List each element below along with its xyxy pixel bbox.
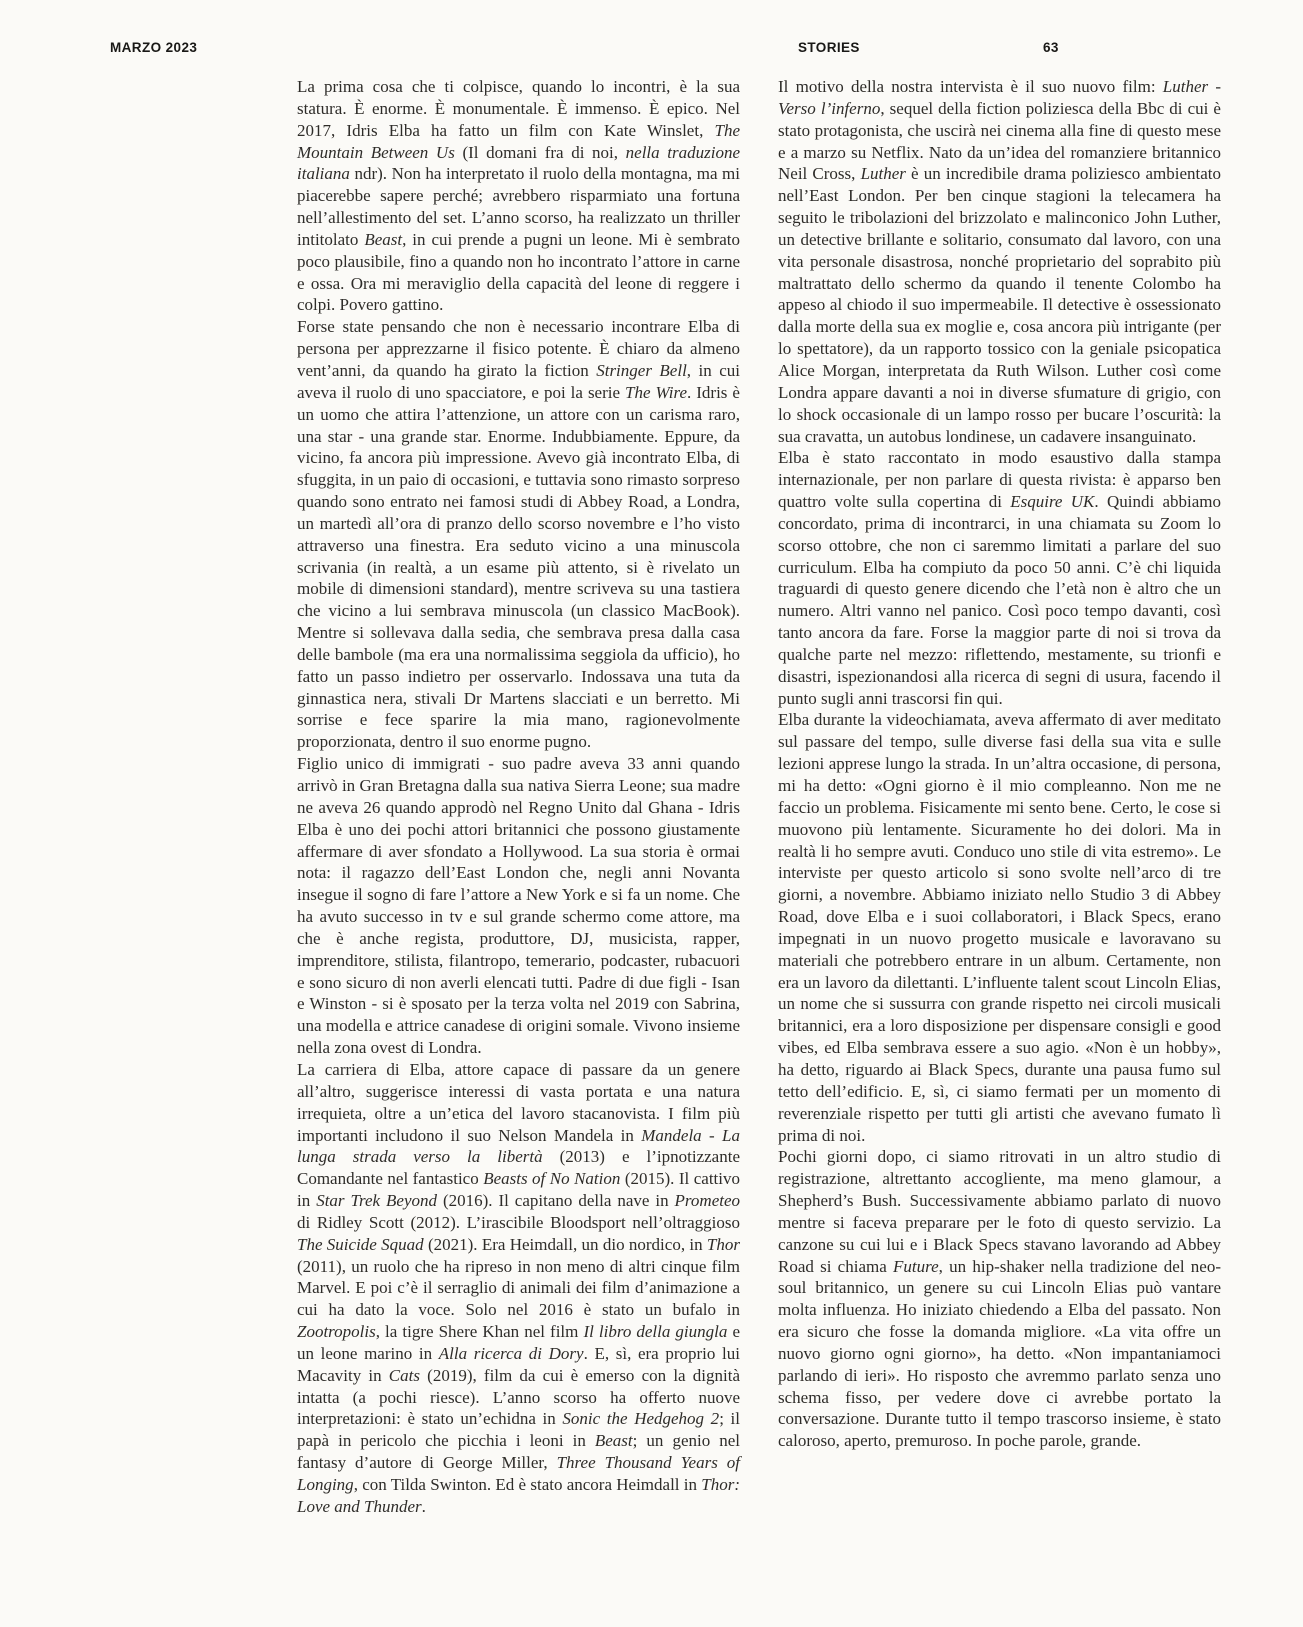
italic-title: Cats	[388, 1365, 420, 1385]
paragraph: Elba durante la videochiamata, aveva affermato di aver meditato sul passare del tempo, sulle diverse fasi della sua vita e sulle lezioni apprese lungo la strada. In un’altra occasione, di persona, mi ha detto: «Ogni giorno è il mio compleanno. Non me ne faccio un problema. Fisicamente mi sento bene. Certo, le cose si muovono più lentamente. Sicuramente ho dei dolori. Ma in realtà li ho sempre avuti. Conduco uno stile di vita estremo». Le interviste per questo articolo si sono svolte nell’arco di tre giorni, a novembre. Abbiamo iniziato nello Studio 3 di Abbey Road, dove Elba e i suoi collaboratori, i Black Specs, erano impegnati in un nuovo progetto musicale e lavoravano su materiali che potrebbero entrare in un album. Certamente, non era un lavoro da dilettanti. L’influente talent scout Lincoln Elias, un nome che si sussurra con grande rispetto nei circoli musicali britannici, era a loro disposizione per dispensare consigli e good vibes, ed Elba sembrava essere a suo agio. «Non è un hobby», ha detto, riguardo ai Black Specs, durante una pausa fumo sul tetto dell’edificio. E, sì, ci siamo fermati per un momento di reverenziale rispetto per tutti gli artisti che avevano fumato lì prima di noi.	[778, 710, 1221, 1145]
italic-title: Sonic the Hedgehog 2	[562, 1409, 720, 1429]
article-column-left	[297, 76, 740, 1518]
italic-title: Prometeo	[674, 1191, 741, 1211]
italic-title: Zootropolis	[297, 1322, 376, 1342]
italic-title: Luther - Verso l’inferno	[778, 77, 1222, 118]
paragraph: Forse state pensando che non è necessario incontrare Elba di persona per apprezzarne il fisico potente. È chiaro da almeno vent’anni, da quando ha girato la fiction Stringer Bell, in cui aveva il ruolo di uno spacciatore, e poi la serie The Wire. Idris è un uomo che attira l’attenzione, un attore con un carisma raro, una star - una grande star. Enorme. Indubbiamente. Eppure, da vicino, fa ancora più impressione. Avevo già incontrato Elba, di sfuggita, in un paio di occasioni, e tuttavia sono rimasto sorpreso quando sono entrato nei famosi studi di Abbey Road, a Londra, un martedì all’ora di pranzo dello scorso novembre e l’ho visto attraverso una finestra. Era seduto vicino a una minuscola scrivania (in realtà, a un esame più attento, si è rivelato un mobile di dimensioni standard), mentre scriveva su una tastiera che vicino a lui sembrava minuscola (un classico MacBook). Mentre si sollevava dalla sedia, che sembrava presa dalla casa delle bambole (ma era una normalissima seggiola da ufficio), ho fatto un passo indietro per osservarlo. Indossava una tuta da ginnastica nera, stivali Dr Martens slacciati e un berretto. Mi sorrise e fece sparire la mia mano, ragionevolmente proporzionata, dentro il suo enorme pugno.	[297, 317, 740, 752]
italic-title: Thor: Love and Thunder	[297, 1475, 740, 1516]
italic-title: Esquire UK	[1010, 492, 1095, 512]
italic-title: Beast	[364, 229, 403, 249]
paragraph: Figlio unico di immigrati - suo padre aveva 33 anni quando arrivò in Gran Bretagna dalla sua nativa Sierra Leone; sua madre ne aveva 26 quando approdò nel Regno Unito dal Ghana - Idris Elba è uno dei pochi attori britannici che possono giustamente affermare di aver sfondato a Hollywood. La sua storia è ormai nota: il ragazzo dell’East London che, negli anni Novanta insegue il sogno di fare l’attore a New York e si fa un nome. Che ha avuto successo in tv e sul grande schermo come attore, ma che è anche regista, produttore, DJ, musicista, rapper, imprenditore, stilista, filantropo, temerario, podcaster, rubacuori e sono sicuro di non averli elencati tutti. Padre di due figli - Isan e Winston - si è sposato per la terza volta nel 2019 con Sabrina, una modella e attrice canadese di origini somale. Vivono insieme nella zona ovest di Londra.	[297, 754, 740, 1058]
italic-title: Luther	[860, 164, 906, 184]
paragraph: La carriera di Elba, attore capace di passare da un genere all’altro, suggerisce interessi di vasta portata e una natura irrequieta, oltre a un’etica del lavoro stacanovista. I film più importanti includono il suo Nelson Mandela in Mandela - La lunga strada verso la libertà (2013) e l’ipnotizzante Comandante nel fantastico Beasts of No Nation (2015). Il cattivo in Star Trek Beyond (2016). Il capitano della nave in Prometeo di Ridley Scott (2012). L’irascibile Bloodsport nell’oltraggioso The Suicide Squad (2021). Era Heimdall, un dio nordico, in Thor (2011), un ruolo che ha ripreso in non meno di altri cinque film Marvel. E poi c’è il serraglio di animali dei film d’animazione a cui ha dato la voce. Solo nel 2016 è stato un bufalo in Zootropolis, la tigre Shere Khan nel film Il libro della giungla e un leone marino in Alla ricerca di Dory. E, sì, era proprio lui Macavity in Cats (2019), film da cui è emerso con la dignità intatta (a pochi riesce). L’anno scorso ha offerto nuove interpretazioni: è stato un’echidna in Sonic the Hedgehog 2; il papà in pericolo che picchia i leoni in Beast; un genio nel fantasy d’autore di George Miller, Three Thousand Years of Longing, con Tilda Swinton. Ed è stato ancora Heimdall in Thor: Love and Thunder.	[297, 1059, 741, 1516]
italic-title: nella traduzione italiana	[297, 142, 740, 184]
article-body	[297, 76, 1221, 1518]
paragraph: Pochi giorni dopo, ci siamo ritrovati in un altro studio di registrazione, altrettanto accogliente, ma meno glamour, a Shepherd’s Bush. Successivamente abbiamo parlato di nuovo mentre si faceva preparare per le foto di questo servizio. La canzone su cui lui e i Black Specs stavano lavorando ad Abbey Road si chiama Future, un hip-shaker nella tradizione del neo-soul britannico, un genere su cui Lincoln Elias può vantare molta influenza. Ho iniziato chiedendo a Elba del passato. Non era sicuro che fosse la domanda migliore. «La vita offre un nuovo giorno ogni giorno», ha detto. «Non impantaniamoci parlando di ieri». Ho risposto che avremmo parlato senza uno schema fisso, per vedere dove ci avrebbe portato la conversazione. Durante tutto il tempo trascorso insieme, è stato caloroso, aperto, premuroso. In poche parole, grande.	[778, 1147, 1221, 1451]
section-title: STORIES	[798, 40, 860, 55]
italic-title: Three Thousand Years of Longing	[297, 1453, 741, 1494]
italic-title: Mandela - La lunga strada verso la libertà	[297, 1125, 740, 1167]
italic-title: Future	[893, 1256, 939, 1276]
italic-title: The Suicide Squad	[297, 1234, 424, 1254]
page-number: 63	[1043, 40, 1059, 55]
paragraph: Il motivo della nostra intervista è il suo nuovo film: Luther - Verso l’inferno, sequel della fiction poliziesca della Bbc di cui è stato protagonista, che uscirà nei cinema alla fine di questo mese e a marzo su Netflix. Nato da un’idea del romanziere britannico Neil Cross, Luther è un incredibile drama poliziesco ambientato nell’East London. Per ben cinque stagioni la telecamera ha seguito le tribolazioni del brizzolato e malinconico John Luther, un detective brillante e solitario, consumato dal lavoro, con una vita personale disastrosa, nonché proprietario del soprabito più maltrattato dello schermo da quando il tenente Colombo ha appeso al chiodo il suo impermeabile. Il detective è ossessionato dalla morte della sua ex moglie e, cosa ancora più intrigante (per lo spettatore), da un rapporto tossico con la geniale psicopatica Alice Morgan, interpretata da Ruth Wilson. Luther così come Londra appare davanti a noi in diverse sfumature di grigio, con lo shock occasionale di un lampo rosso per bucare l’oscurità: la sua cravatta, un autobus londinese, un cadavere insanguinato.	[778, 77, 1222, 446]
italic-title: The Mountain Between Us	[297, 120, 740, 162]
article-column-right	[778, 76, 1221, 1518]
italic-title: Il libro della giungla	[583, 1322, 728, 1342]
italic-title: Beast	[594, 1431, 633, 1451]
italic-title: Beasts of No Nation	[483, 1169, 621, 1189]
italic-title: The Wire	[625, 382, 688, 402]
italic-title: Alla ricerca di Dory	[438, 1343, 584, 1363]
paragraph: La prima cosa che ti colpisce, quando lo incontri, è la sua statura. È enorme. È monumentale. È immenso. È epico. Nel 2017, Idris Elba ha fatto un film con Kate Winslet, The Mountain Between Us (Il domani fra di noi, nella traduzione italiana ndr). Non ha interpretato il ruolo della montagna, ma mi piacerebbe sapere perché; avrebbero risparmiato una fortuna nell’allestimento del set. L’anno scorso, ha realizzato un thriller intitolato Beast, in cui prende a pugni un leone. Mi è sembrato poco plausibile, fino a quando non ho incontrato l’attore in carne e ossa. Ora mi meraviglio della capacità del leone di reggere i colpi. Povero gattino.	[297, 77, 740, 315]
italic-title: Stringer Bell	[596, 360, 687, 380]
issue-date: MARZO 2023	[110, 40, 198, 55]
paragraph: Elba è stato raccontato in modo esaustivo dalla stampa internazionale, per non parlare di questa rivista: è apparso ben quattro volte sulla copertina di Esquire UK. Quindi abbiamo concordato, prima di incontrarci, in una chiamata su Zoom lo scorso ottobre, che non ci saremmo limitati a parlare del suo curriculum. Elba ha compiuto da poco 50 anni. C’è chi liquida traguardi di questo genere dicendo che l’età non è altro che un numero. Altri vanno nel panico. Così poco tempo davanti, così tanto ancora da fare. Forse la maggior parte di noi si trova da qualche parte nel mezzo: riflettendo, mestamente, su trionfi e disastri, ispezionandosi alla ricerca di segni di usura, facendo il punto sugli anni trascorsi fin qui.	[778, 448, 1221, 708]
italic-title: Thor	[706, 1234, 740, 1254]
italic-title: Star Trek Beyond	[316, 1191, 437, 1211]
